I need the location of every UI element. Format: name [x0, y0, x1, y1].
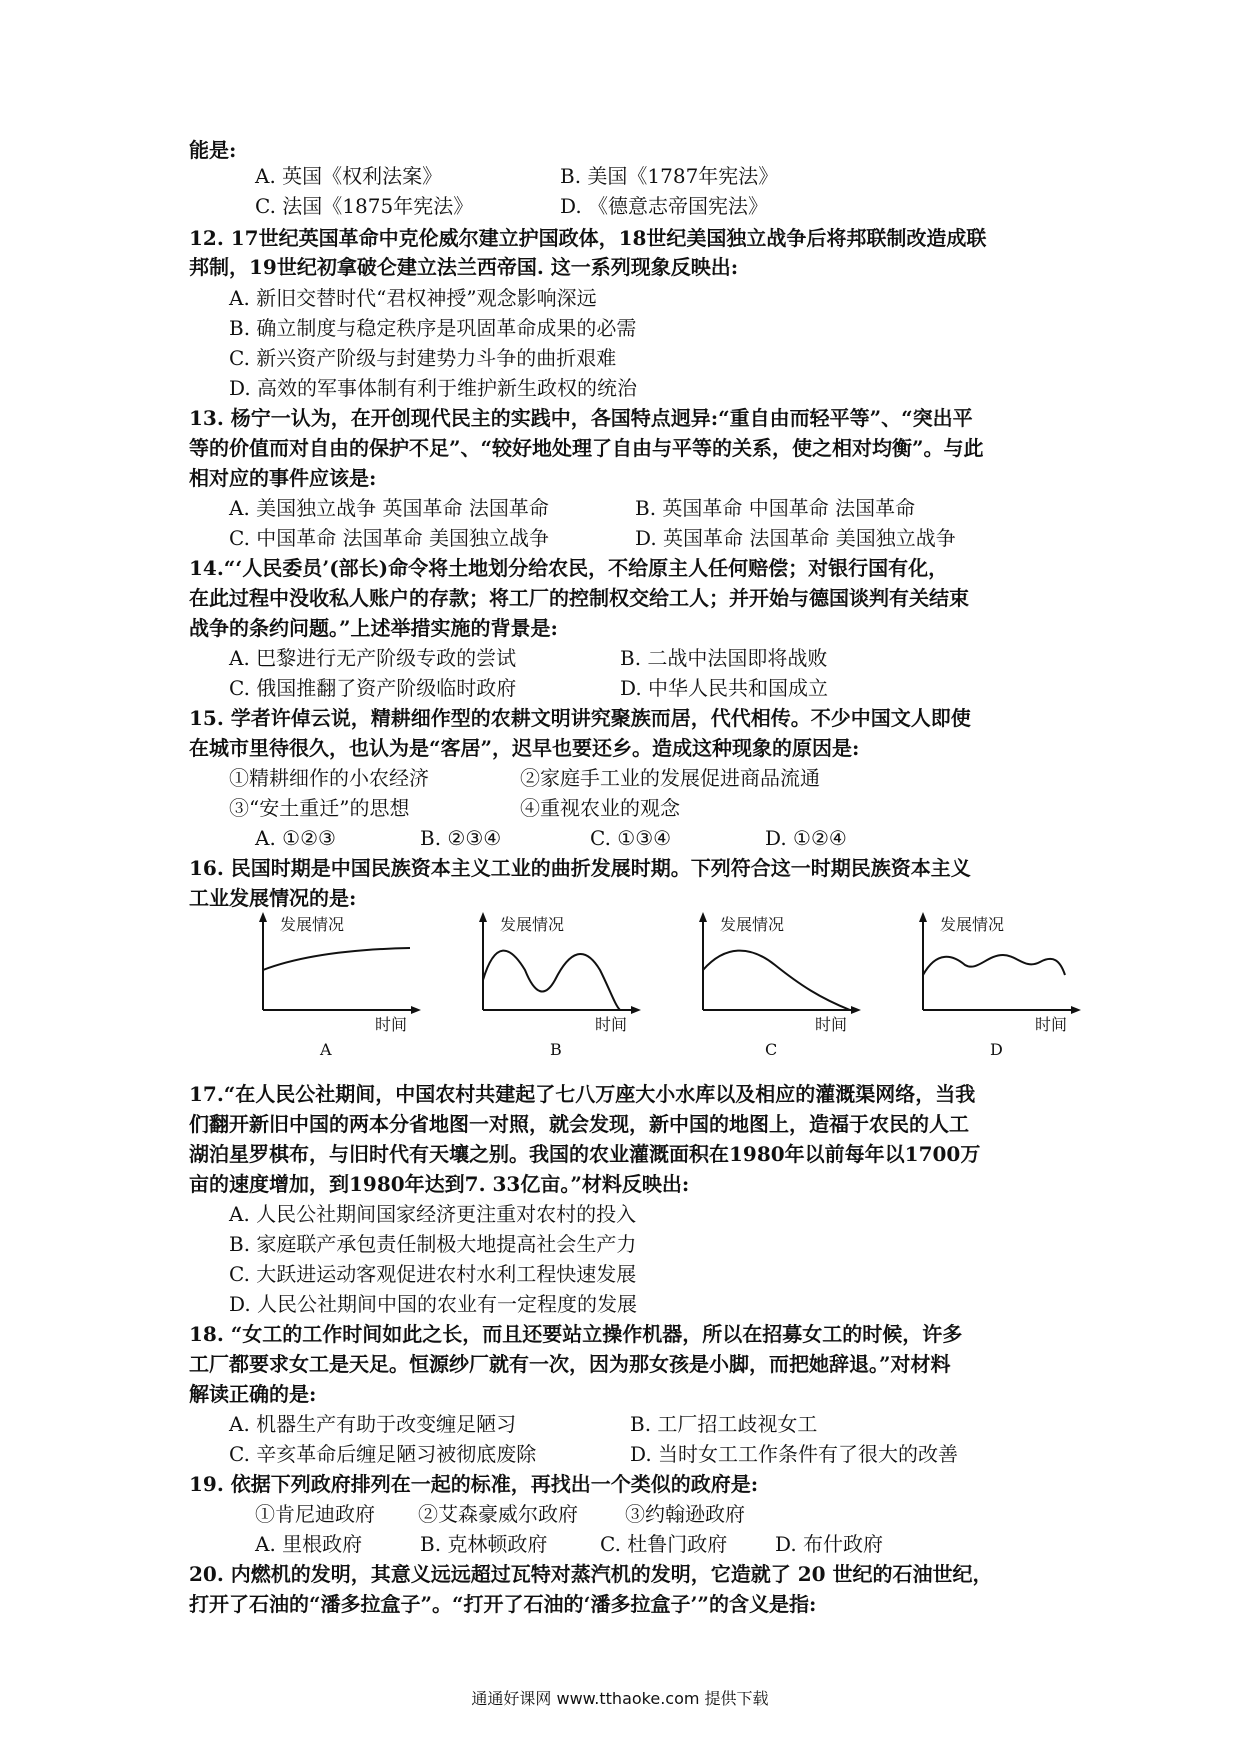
q12-option-d: D. 高效的军事体制有利于维护新生政权的统治	[229, 376, 638, 400]
q15-item-2: ②家庭手工业的发展促进商品流通	[520, 766, 820, 790]
q16-stem-1: 16. 民国时期是中国民族资本主义工业的曲折发展时期。下列符合这一时期民族资本主义	[189, 856, 971, 880]
q16-chart-d-ylabel: 发展情况	[940, 915, 1005, 934]
q16-chart-b-xlabel: 时间	[595, 1015, 628, 1034]
q11-option-b: B. 美国《1787年宪法》	[560, 164, 779, 188]
q19-item-1: ①肯尼迪政府	[255, 1502, 375, 1526]
q14-option-b: B. 二战中法国即将战败	[620, 646, 828, 670]
q19-stem-1: 19. 依据下列政府排列在一起的标准，再找出一个类似的政府是:	[189, 1472, 759, 1496]
q20-stem-2: 打开了石油的“潘多拉盒子”。“打开了石油的‘潘多拉盒子’”的含义是指:	[189, 1592, 817, 1616]
q15-item-4: ④重视农业的观念	[520, 796, 680, 820]
q13-option-b: B. 英国革命 中国革命 法国革命	[635, 496, 916, 520]
q16-chart-c-xlabel: 时间	[815, 1015, 848, 1034]
q18-stem-3: 解读正确的是:	[189, 1382, 317, 1406]
q15-stem-2: 在城市里待很久，也认为是“客居”，迟早也要还乡。造成这种现象的原因是:	[189, 736, 860, 760]
q11-option-d: D. 《德意志帝国宪法》	[560, 194, 769, 218]
q15-item-3: ③“安土重迁”的思想	[229, 796, 410, 820]
q14-option-c: C. 俄国推翻了资产阶级临时政府	[229, 676, 517, 700]
q15-stem-1: 15. 学者许倬云说，精耕细作型的农耕文明讲究聚族而居，代代相传。不少中国文人即使	[189, 706, 971, 730]
q12-option-a: A. 新旧交替时代“君权神授”观念影响深远	[229, 286, 597, 310]
q13-stem-2: 等的价值而对自由的保护不足”、“较好地处理了自由与平等的关系，使之相对均衡”。与此	[189, 436, 984, 460]
q17-option-d: D. 人民公社期间中国的农业有一定程度的发展	[229, 1292, 638, 1316]
q15-option-b: B. ②③④	[420, 826, 502, 850]
q19-option-c: C. 杜鲁门政府	[600, 1532, 728, 1556]
q17-stem-1: 17.“在人民公社期间，中国农村共建起了七八万座大小水库以及相应的灌溉渠网络，当我	[189, 1082, 976, 1106]
q12-option-c: C. 新兴资产阶级与封建势力斗争的曲折艰难	[229, 346, 617, 370]
q14-stem-2: 在此过程中没收私人账户的存款；将工厂的控制权交给工人；并开始与德国谈判有关结束	[189, 586, 969, 610]
q16-chart-d-xlabel: 时间	[1035, 1015, 1068, 1034]
q19-option-b: B. 克林顿政府	[420, 1532, 548, 1556]
q13-stem-1: 13. 杨宁一认为，在开创现代民主的实践中，各国特点迥异:“重自由而轻平等”、“突出平	[189, 406, 973, 430]
q14-stem-3: 战争的条约问题。”上述举措实施的背景是:	[189, 616, 558, 640]
q13-option-d: D. 英国革命 法国革命 美国独立战争	[635, 526, 956, 550]
q15-option-d: D. ①②④	[765, 826, 847, 850]
q17-stem-4: 亩的速度增加，到1980年达到7. 33亿亩。”材料反映出:	[189, 1172, 690, 1196]
q11-option-a: A. 英国《权利法案》	[255, 164, 443, 188]
q17-option-b: B. 家庭联产承包责任制极大地提高社会生产力	[229, 1232, 637, 1256]
q16-chart-a-xlabel: 时间	[375, 1015, 408, 1034]
q12-stem-1: 12. 17世纪英国革命中克伦威尔建立护国政体，18世纪美国独立战争后将邦联制改造成联	[189, 226, 987, 250]
q11-stem-tail: 能是:	[189, 138, 237, 162]
q14-option-d: D. 中华人民共和国成立	[620, 676, 829, 700]
q17-option-c: C. 大跃进运动客观促进农村水利工程快速发展	[229, 1262, 637, 1286]
q19-item-3: ③约翰逊政府	[625, 1502, 745, 1526]
q17-stem-3: 湖泊星罗棋布，与旧时代有天壤之别。我国的农业灌溉面积在1980年以前每年以1700万	[189, 1142, 981, 1166]
q13-option-c: C. 中国革命 法国革命 美国独立战争	[229, 526, 550, 550]
q11-option-c: C. 法国《1875年宪法》	[255, 194, 474, 218]
q18-stem-1: 18. “女工的工作时间如此之长，而且还要站立操作机器，所以在招募女工的时候，许多	[189, 1322, 963, 1346]
q16-chart-a	[255, 910, 425, 1040]
q17-option-a: A. 人民公社期间国家经济更注重对农村的投入	[229, 1202, 637, 1226]
q14-option-a: A. 巴黎进行无产阶级专政的尝试	[229, 646, 517, 670]
q17-stem-2: 们翻开新旧中国的两本分省地图一对照，就会发现，新中国的地图上，造福于农民的人工	[189, 1112, 969, 1136]
q16-chart-b	[475, 910, 645, 1040]
q16-stem-2: 工业发展情况的是:	[189, 886, 357, 910]
q15-option-c: C. ①③④	[590, 826, 672, 850]
q13-stem-3: 相对应的事件应该是:	[189, 466, 377, 490]
q12-option-b: B. 确立制度与稳定秩序是巩固革命成果的必需	[229, 316, 637, 340]
q18-stem-2: 工厂都要求女工是天足。恒源纱厂就有一次，因为那女孩是小脚，而把她辞退。”对材料	[189, 1352, 951, 1376]
q14-stem-1: 14.“‘人民委员’(部长)命令将土地划分给农民，不给原主人任何赔偿；对银行国有化，	[189, 556, 949, 580]
q16-chart-d	[915, 910, 1085, 1040]
q16-chart-c	[695, 910, 865, 1040]
q18-option-c: C. 辛亥革命后缠足陋习被彻底废除	[229, 1442, 537, 1466]
q20-stem-1: 20. 内燃机的发明，其意义远远超过瓦特对蒸汽机的发明，它造就了 20 世纪的石油世纪，	[189, 1562, 993, 1586]
q16-chart-b-caption: B	[550, 1040, 562, 1059]
q18-option-b: B. 工厂招工歧视女工	[630, 1412, 818, 1436]
q19-item-2: ②艾森豪威尔政府	[418, 1502, 578, 1526]
q18-option-a: A. 机器生产有助于改变缠足陋习	[229, 1412, 517, 1436]
q18-option-d: D. 当时女工工作条件有了很大的改善	[630, 1442, 959, 1466]
q16-chart-d-caption: D	[990, 1040, 1003, 1059]
q16-chart-a-caption: A	[320, 1040, 332, 1059]
q12-stem-2: 邦制，19世纪初拿破仑建立法兰西帝国. 这一系列现象反映出:	[189, 255, 739, 279]
q19-option-a: A. 里根政府	[255, 1532, 363, 1556]
q15-option-a: A. ①②③	[255, 826, 336, 850]
q16-chart-c-ylabel: 发展情况	[720, 915, 785, 934]
q13-option-a: A. 美国独立战争 英国革命 法国革命	[229, 496, 549, 520]
q19-option-d: D. 布什政府	[775, 1532, 884, 1556]
q16-chart-c-caption: C	[765, 1040, 778, 1059]
q15-item-1: ①精耕细作的小农经济	[229, 766, 429, 790]
q16-chart-a-ylabel: 发展情况	[280, 915, 345, 934]
q16-chart-b-ylabel: 发展情况	[500, 915, 565, 934]
page-footer: 通通好课网 www.tthaoke.com 提供下载	[471, 1689, 769, 1708]
